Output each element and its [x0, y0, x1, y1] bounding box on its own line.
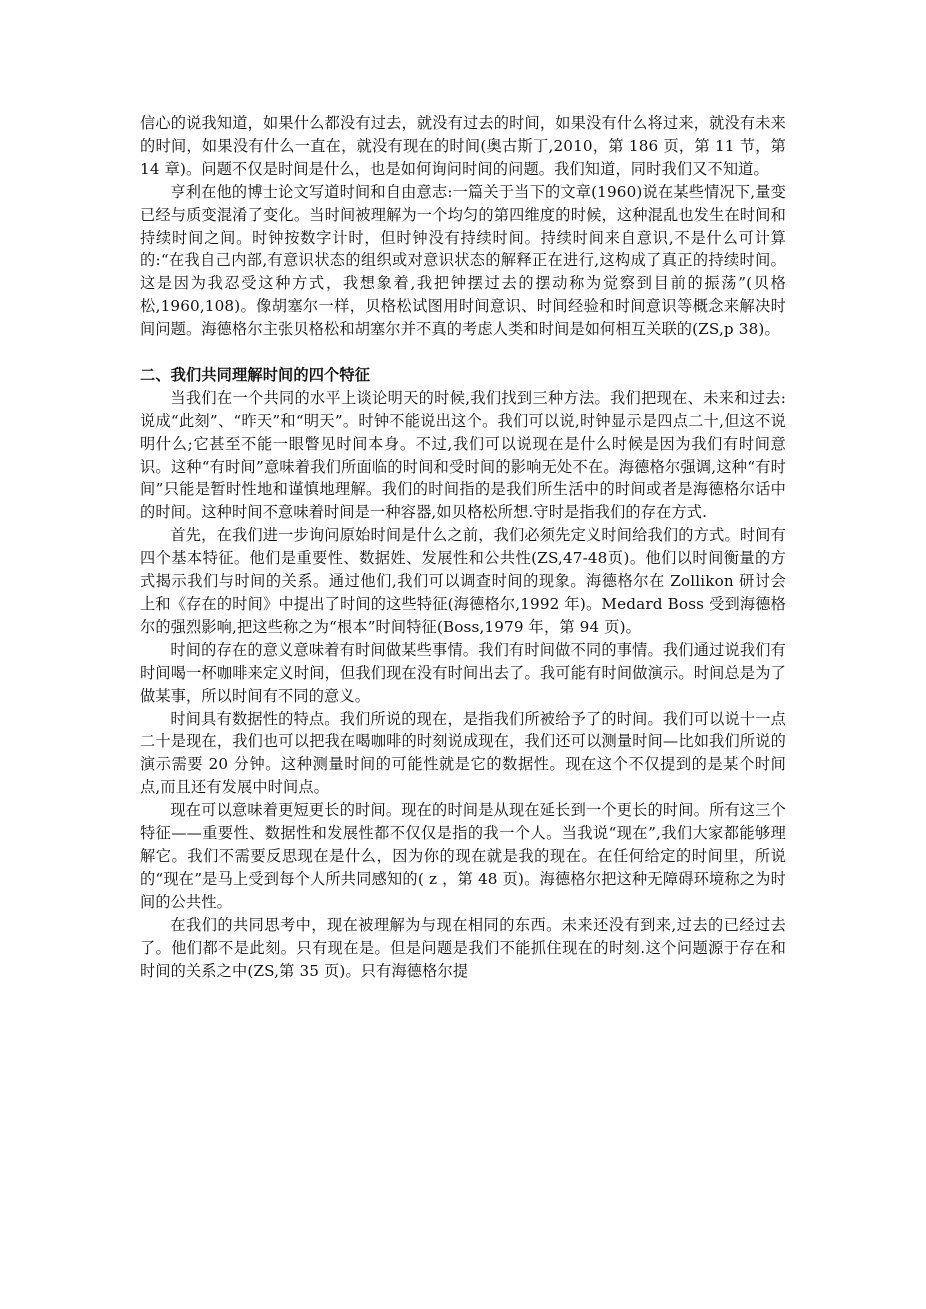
section-heading: 二、我们共同理解时间的四个特征	[140, 365, 371, 384]
paragraph-publicness: 现在可以意味着更短更长的时间。现在的时间是从现在延长到一个更长的时间。所有这三个特征——重要性、数据性和发展性都不仅仅是指的我一个人。当我说“现在”,我们大家都能够理解它。我们不需要反思现在是什么，因为你的现在就是我的现在。在任何给定的时间里，所说的“现在”是马上受到每个人所共同感知的( z ，第 48 页)。海德格尔把这种无障碍环境称之为时间的公共性。	[140, 801, 786, 911]
paragraph-significance: 时间的存在的意义意味着有时间做某些事情。我们有时间做不同的事情。我们通过说我们有时间喝一杯咖啡来定义时间，但我们现在没有时间出去了。我可能有时间做演示。时间总是为了做某事，所以时间有不同的意义。	[140, 640, 786, 705]
paragraph-four-features: 首先，在我们进一步询问原始时间是什么之前，我们必须先定义时间给我们的方式。时间有四个基本特征。他们是重要性、数据姓、发展性和公共性(ZS,47-48页)。他们以时间衡量的方式揭示我们与时间的关系。通过他们,我们可以调查时间的现象。海德格尔在 Zollikon 研讨会上和《存在的时间》中提出了时间的这些特征(海德格尔,1992 年)。Medard Boss 受到海德格尔的强烈影响,把这些称之为“根本”时间特征(Boss,1979 年，第 94 页)。	[140, 526, 786, 636]
paragraph-present-moment: 在我们的共同思考中，现在被理解为与现在相同的东西。未来还没有到来,过去的已经过去了。他们都不是此刻。只有现在是。但是问题是我们不能抓住现在的时刻.这个问题源于存在和时间的关系之中(ZS,第 35 页)。只有海德格尔提	[140, 915, 786, 980]
paragraph-datability: 时间具有数据性的特点。我们所说的现在，是指我们所被给予了的时间。我们可以说十一点二十是现在，我们也可以把我在喝咖啡的时刻说成现在，我们还可以测量时间—比如我们所说的演示需要 20 分钟。这种测量时间的可能性就是它的数据性。现在这个不仅提到的是某个时间点,而且还有发展中时间点。	[140, 709, 786, 797]
paragraph-bergson: 亨利在他的博士论文写道时间和自由意志:一篇关于当下的文章(1960)说在某些情况下,量变已经与质变混淆了变化。当时间被理解为一个均匀的第四维度的时候，这种混乱也发生在时间和持续时间之间。时钟按数字计时，但时钟没有持续时间。持续时间来自意识,不是什么可计算的:“在我自己内部,有意识状态的组织或对意识状态的解释正在进行,这构成了真正的持续时间。这是因为我忍受这种方式，我想象着,我把钟摆过去的摆动称为觉察到目前的振荡”(贝格松,1960,108)。像胡塞尔一样，贝格松试图用时间意识、时间经验和时间意识等概念来解决时间问题。海德格尔主张贝格松和胡塞尔并不真的考虑人类和时间是如何相互关联的(ZS,p 38)。	[140, 182, 786, 339]
paragraph-common-level: 当我们在一个共同的水平上谈论明天的时候,我们找到三种方法。我们把现在、未来和过去:说成“此刻”、“昨天”和“明天”。时钟不能说出这个。我们可以说,时钟显示是四点二十,但这不说明什么;它甚至不能一眼瞥见时间本身。不过,我们可以说现在是什么时候是因为我们有时间意识。这种“有时间”意味着我们所面临的时间和受时间的影响无处不在。海德格尔强调,这种“有时间”只能是暂时性地和谨慎地理解。我们的时间指的是我们所生活中的时间或者是海德格尔话中的时间。这种时间不意味着时间是一种容器,如贝格松所想.守时是指我们的存在方式.	[140, 388, 786, 522]
document-page	[140, 112, 786, 982]
paragraph-augustine: 信心的说我知道，如果什么都没有过去，就没有过去的时间，如果没有什么将过来，就没有未来的时间，如果没有什么一直在，就没有现在的时间(奥古斯丁,2010，第 186 页，第 11 节，第 14 章)。问题不仅是时间是什么，也是如何询问时间的问题。我们知道，同时我们又不知道。	[140, 114, 786, 178]
